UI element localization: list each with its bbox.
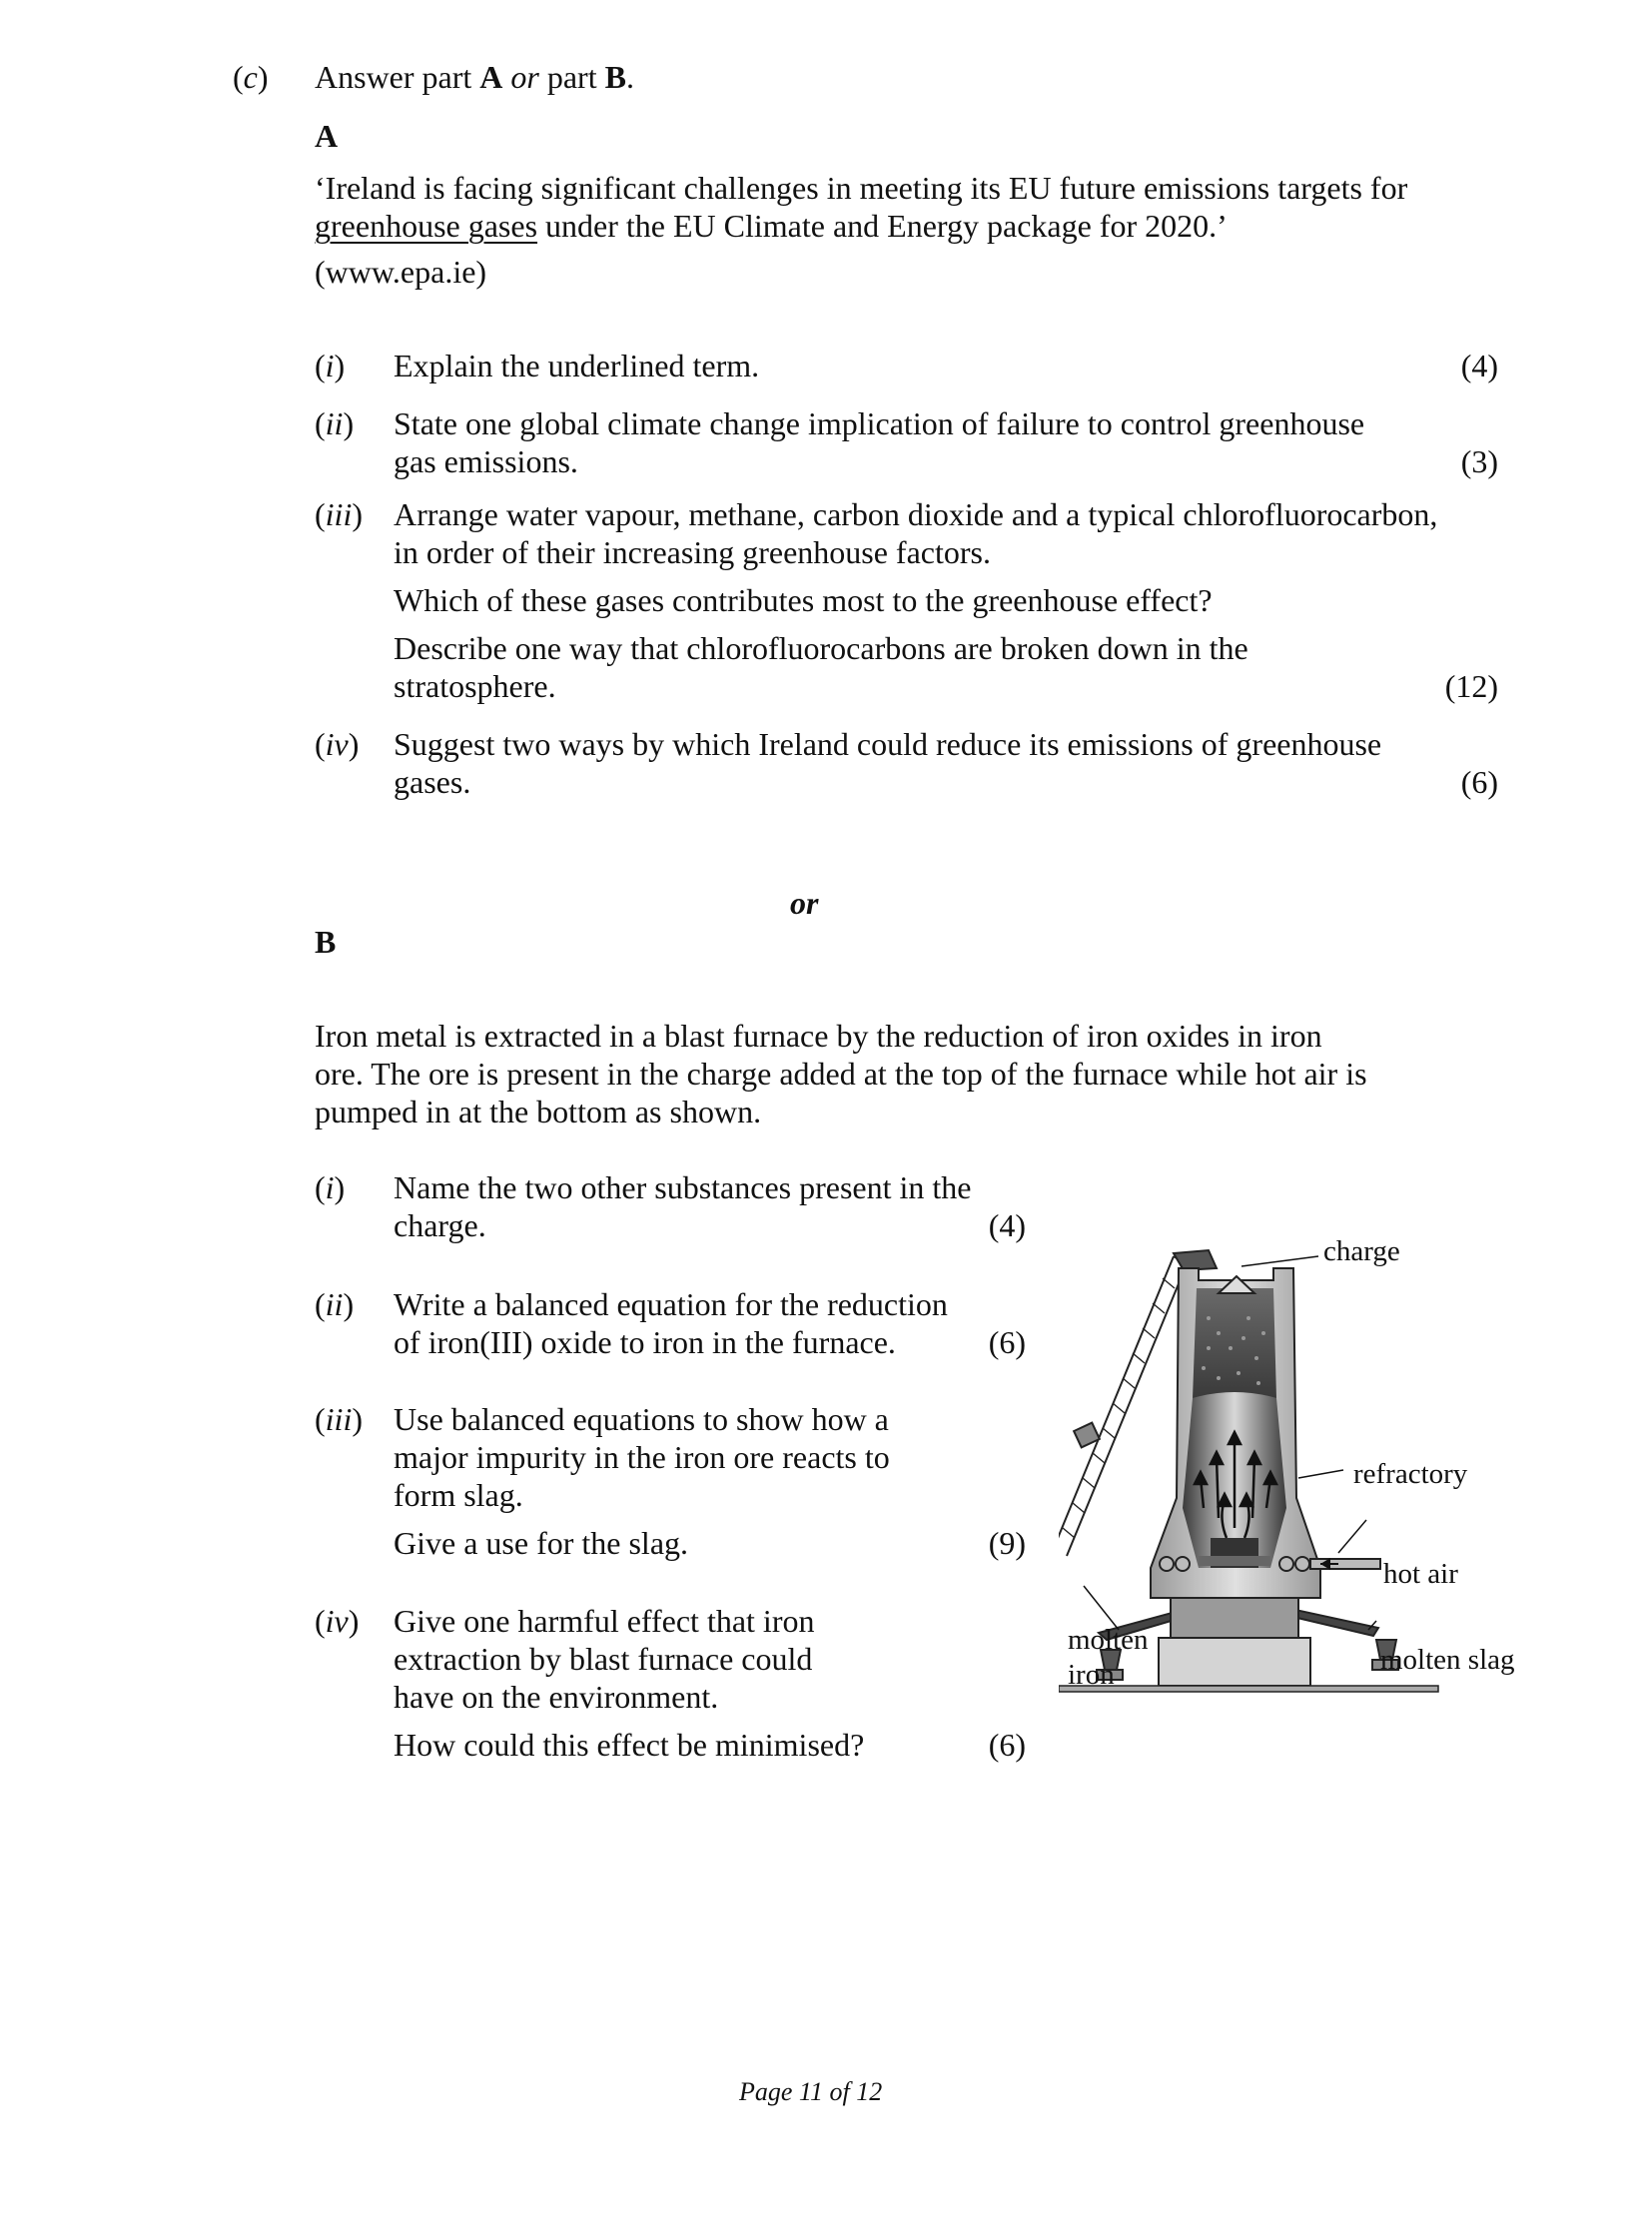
question-text-line: Explain the underlined term. — [394, 348, 760, 383]
question-text-line: Arrange water vapour, methane, carbon dioxide and a typical chlorofluorocarbon, — [394, 496, 1438, 532]
question-number: (iii) — [315, 1401, 363, 1437]
question-number: (iv) — [315, 726, 360, 762]
section-b-heading: B — [315, 924, 337, 960]
question-text-line: stratosphere. — [394, 668, 556, 704]
skip-hoist — [1059, 1256, 1187, 1556]
question-text-line: major impurity in the iron ore reacts to — [394, 1439, 890, 1475]
question-text-line: Describe one way that chlorofluorocarbons are broken down in the — [394, 630, 1248, 666]
quote-line-1: ‘Ireland is facing significant challenges in meeting its EU future emissions targets for — [315, 170, 1408, 206]
question-number: (ii) — [315, 405, 355, 441]
question-text-line: have on the environment. — [394, 1679, 719, 1715]
blast-furnace-illustration — [1059, 1238, 1458, 1768]
question-number: (ii) — [315, 1286, 355, 1322]
part-c-instruction: Answer part A or part B. — [315, 59, 634, 95]
question-marks: (4) — [988, 1207, 1026, 1243]
question-number: (i) — [315, 348, 346, 383]
question-text-line: How could this effect be minimised? — [394, 1727, 865, 1763]
question-text-line: Give a use for the slag. — [394, 1525, 689, 1561]
question-text-line: charge. — [394, 1207, 486, 1243]
question-text-line: Use balanced equations to show how a — [394, 1401, 889, 1437]
question-text-line: extraction by blast furnace could — [394, 1641, 813, 1677]
page-footer: Page 11 of 12 — [739, 2077, 883, 2106]
question-text-line: Suggest two ways by which Ireland could reduce its emissions of greenhouse — [394, 726, 1382, 762]
question-marks: (9) — [988, 1525, 1026, 1561]
question-text-line: gas emissions. — [394, 443, 578, 479]
question-text-line: gases. — [394, 764, 471, 800]
question-text-line: Give one harmful effect that iron — [394, 1603, 815, 1639]
label-molten-iron-line2: iron — [1068, 1659, 1115, 1691]
question-text-line: Which of these gases contributes most to the greenhouse effect? — [394, 582, 1213, 618]
quote-line-2: greenhouse gases under the EU Climate and Energy package for 2020.’ — [315, 208, 1228, 244]
question-text-line: form slag. — [394, 1477, 523, 1513]
label-refractory: refractory — [1353, 1458, 1468, 1490]
question-text-line: State one global climate change implication of failure to control greenhouse — [394, 405, 1365, 441]
label-charge: charge — [1323, 1235, 1400, 1267]
or-separator: or — [790, 885, 819, 921]
question-marks: (3) — [1460, 443, 1498, 479]
intro-line: pumped in at the bottom as shown. — [315, 1094, 762, 1129]
question-number: (i) — [315, 1169, 346, 1205]
question-marks: (12) — [1444, 668, 1498, 704]
section-a-heading: A — [315, 118, 339, 154]
question-text-line: Write a balanced equation for the reduction — [394, 1286, 948, 1322]
question-marks: (4) — [1460, 348, 1498, 383]
question-marks: (6) — [1460, 764, 1498, 800]
label-molten-slag: molten slag — [1380, 1644, 1515, 1676]
label-molten-iron-line1: molten — [1068, 1624, 1149, 1656]
question-marks: (6) — [988, 1324, 1026, 1360]
question-text-line: of iron(III) oxide to iron in the furnace. — [394, 1324, 896, 1360]
question-text-line: in order of their increasing greenhouse factors. — [394, 534, 991, 570]
question-number: (iv) — [315, 1603, 360, 1639]
question-number: (iii) — [315, 496, 363, 532]
intro-line: Iron metal is extracted in a blast furnace by the reduction of iron oxides in iron — [315, 1018, 1322, 1054]
quote-source: (www.epa.ie) — [315, 254, 487, 290]
question-part-number: (c) — [233, 59, 269, 95]
underlined-term: greenhouse gases — [315, 208, 538, 244]
question-marks: (6) — [988, 1727, 1026, 1763]
label-hot-air: hot air — [1383, 1558, 1458, 1590]
intro-line: ore. The ore is present in the charge added at the top of the furnace while hot air is — [315, 1056, 1367, 1092]
question-text-line: Name the two other substances present in the — [394, 1169, 972, 1205]
